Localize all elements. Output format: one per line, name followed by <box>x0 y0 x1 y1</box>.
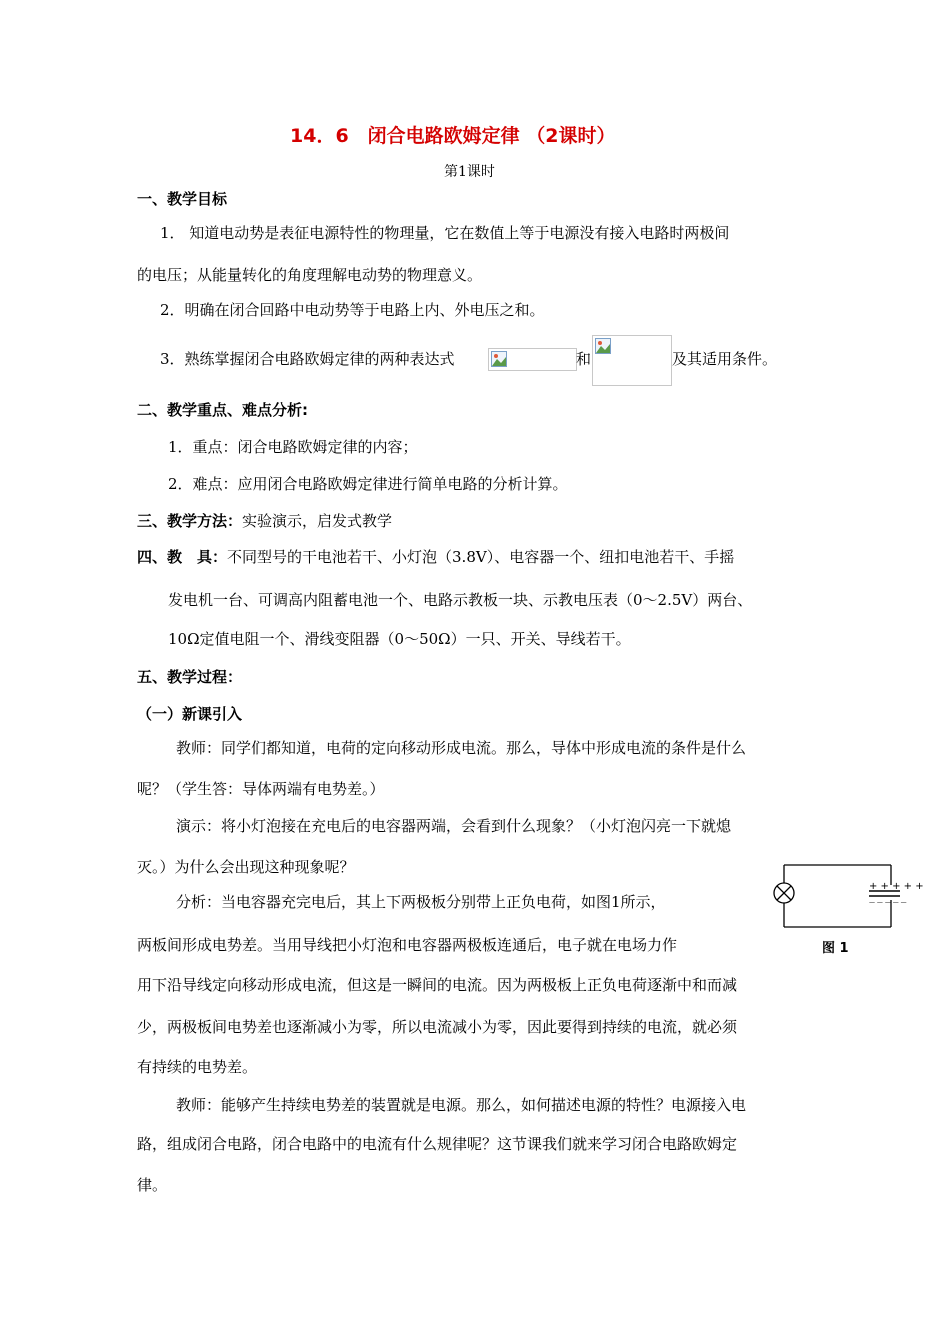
para-3-line-1: 分析：当电容器充完电后，其上下两极板分别带上正负电荷，如图1所示， <box>176 893 666 911</box>
section-3 <box>137 511 392 531</box>
section-4 <box>137 547 734 567</box>
section-4-line-2: 发电机一台、可调高内阻蓄电池一个、电路示教板一块、示教电压表（0～2.5V）两台、 <box>168 591 753 609</box>
para-3-line-4: 少，两极板间电势差也逐渐减小为零，所以电流减小为零，因此要得到持续的电流，就必须 <box>137 1018 738 1036</box>
section-4-line-3: 10Ω定值电阻一个、滑线变阻器（0～50Ω）一只、开关、导线若干。 <box>168 630 631 648</box>
negative-charges: — — — — — <box>869 899 907 906</box>
para-2-line-2: 灭。）为什么会出现这种现象呢？ <box>137 858 355 876</box>
page-subtitle: 第1课时 <box>444 164 495 180</box>
para-2-line-1: 演示：将小灯泡接在充电后的电容器两端，会看到什么现象？（小灯泡闪亮一下就熄 <box>176 817 732 835</box>
section-2-heading: 二、教学重点、难点分析: <box>137 401 308 419</box>
formula-image-1 <box>488 348 577 371</box>
objective-3-text: 3．熟练掌握闭合电路欧姆定律的两种表达式 <box>160 350 455 368</box>
section-1-heading: 一、教学目标 <box>137 190 228 208</box>
objective-3-and: 和 <box>576 350 592 368</box>
circuit-figure <box>765 858 924 963</box>
broken-image-icon <box>595 338 611 354</box>
para-4-line-1: 教师：能够产生持续电势差的装置就是电源。那么，如何描述电源的特性？电源接入电 <box>176 1096 747 1114</box>
page-title: 14．6 闭合电路欧姆定律 （2课时） <box>290 125 616 147</box>
section-5-heading: 五、教学过程： <box>137 668 243 686</box>
lamp-symbol <box>774 883 794 903</box>
subsection-intro-heading: （一）新课引入 <box>137 705 243 723</box>
para-4-line-3: 律。 <box>137 1176 168 1194</box>
figure-caption: 图 1 <box>822 941 849 956</box>
objective-1-line-2: 的电压；从能量转化的角度理解电动势的物理意义。 <box>137 266 483 284</box>
objective-3-tail: 及其适用条件。 <box>672 350 778 368</box>
para-4-line-2: 路，组成闭合电路，闭合电路中的电流有什么规律呢？这节课我们就来学习闭合电路欧姆定 <box>137 1135 738 1153</box>
difficulty-point: 2．难点：应用闭合电路欧姆定律进行简单电路的分析计算。 <box>168 475 568 493</box>
section-3-text: 实验演示，启发式教学 <box>242 512 393 530</box>
para-1-line-2: 呢？（学生答：导体两端有电势差。） <box>137 780 385 798</box>
para-3-line-5: 有持续的电势差。 <box>137 1058 258 1076</box>
para-3-line-3: 用下沿导线定向移动形成电流，但这是一瞬间的电流。因为两极板上正负电荷逐渐中和而减 <box>137 976 738 994</box>
section-4-heading: 四、教 具： <box>137 548 228 566</box>
objective-2: 2．明确在闭合回路中电动势等于电路上内、外电压之和。 <box>160 301 545 319</box>
formula-image-2 <box>592 335 672 386</box>
para-3-line-2: 两板间形成电势差。当用导线把小灯泡和电容器两极板连通后，电子就在电场力作 <box>137 936 678 954</box>
positive-charges: + + + + + <box>869 881 924 892</box>
para-1-line-1: 教师：同学们都知道，电荷的定向移动形成电流。那么，导体中形成电流的条件是什么 <box>176 739 747 757</box>
objective-1-line-1: 1． 知道电动势是表征电源特性的物理量，它在数值上等于电源没有接入电路时两极间 <box>160 224 730 242</box>
broken-image-icon <box>491 351 507 367</box>
key-point: 1．重点：闭合电路欧姆定律的内容； <box>168 438 418 456</box>
capacitor-symbol <box>869 881 924 906</box>
section-3-heading: 三、教学方法： <box>137 512 243 530</box>
section-4-line-1: 不同型号的干电池若干、小灯泡（3.8V）、电容器一个、纽扣电池若干、手摇 <box>227 548 735 566</box>
